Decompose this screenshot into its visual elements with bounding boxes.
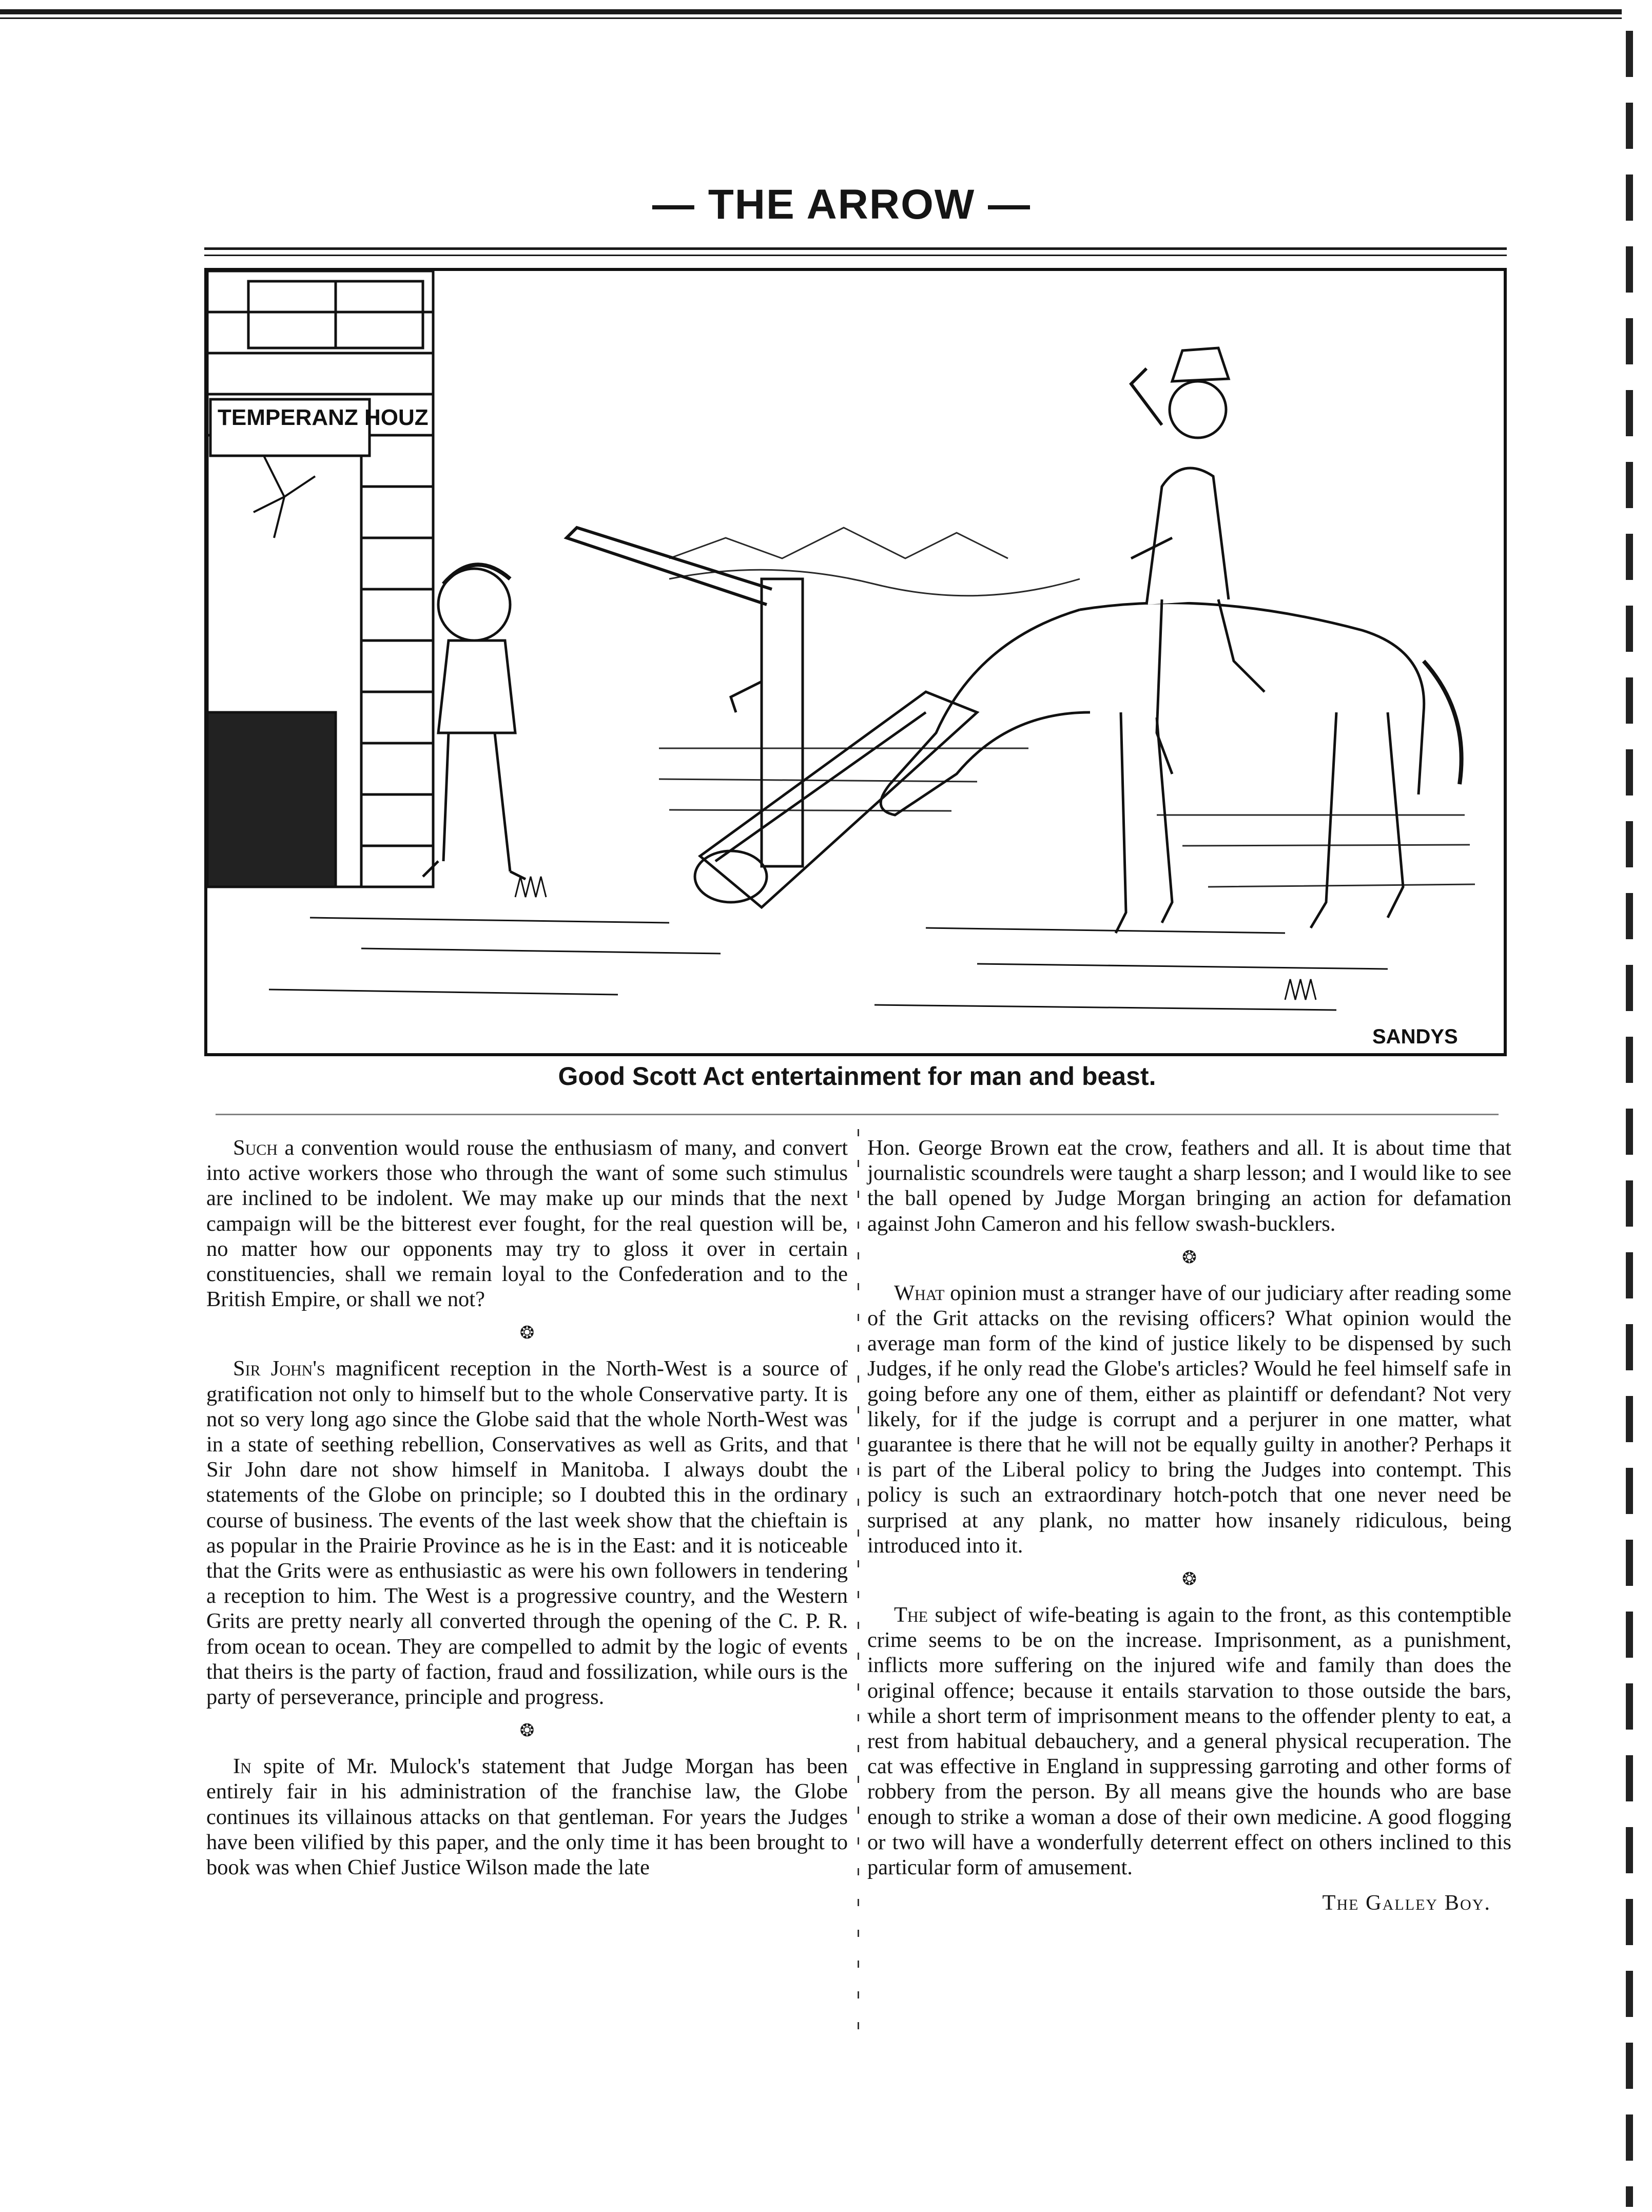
ornament-divider: ❂ — [519, 1721, 535, 1741]
paragraph: Sir John's magnificent reception in the North-West is a source of gratification not only to himself but to the whole Conservative party. It is not so very long ago since the Globe said that the whole North-West was in a state of seething rebellion, Conservatives as well as Grits, and that Sir John dare not show himself in Manitoba. I always doubt the statements of the Globe on principle; so I doubted this in the ordinary course of business. The events of the last week show that the chieftain is as popular in the Prairie Province as he is in the East: and it is noticeable that the Grits were as enthusiastic as were his own followers in tendering a reception to him. The West is a progressive country, and the Western Grits are pretty nearly all converted through the opening of the C. P. R. from ocean to ocean. They are compelled to admit by the logic of events that theirs is the party of faction, fraud and fossilization, while ours is the party of perseverance, principle and progress. — [206, 1356, 848, 1710]
ornament-divider: ❂ — [519, 1324, 535, 1343]
column-divider — [858, 1129, 859, 2053]
margin-scan-mark — [1626, 31, 1633, 2207]
masthead-title: — THE ARROW — — [652, 181, 1032, 228]
cartoon-caption: Good Scott Act entertainment for man and beast. — [558, 1062, 1156, 1091]
sign-text: TEMPERANZ HOUZ — [218, 405, 429, 430]
ornament-divider: ❂ — [1182, 1248, 1197, 1267]
paragraph: What opinion must a stranger have of our judiciary after reading some of the Grit attacks on the revising officers? What opinion would the average man form of the kind of justice likely to be dispensed by such Judges, if he only read the Globe's articles? Would he feel himself safe in going before any one of them, either as plaintiff or defendant? Not very likely, for if the judge is corrupt and a perjurer in one matter, what guarantee is there that he will not be equally guilty in another? Perhaps it is part of the Liberal policy to bring the Judges into contempt. This policy is such an extraordinary hotch-potch that one never need be surprised at any plank, no matter how insanely ridiculous, being introduced into it. — [867, 1280, 1511, 1558]
author-signature: The Galley Boy. — [1322, 1891, 1491, 1915]
temperance-sign — [210, 399, 429, 456]
article-column-left — [206, 1135, 848, 1890]
masthead-rule-bottom — [204, 255, 1507, 256]
ground-hatching — [269, 877, 1388, 1010]
crying-boy-figure — [423, 565, 526, 879]
top-edge-rule — [0, 9, 1622, 14]
top-edge-rule-thin — [0, 17, 1622, 19]
paragraph: Hon. George Brown eat the crow, feathers and all. It is about time that journalistic scoundrels were taught a sharp lesson; and I would like to see the ball opened by Judge Morgan bringing an action for defamation against John Cameron and his fellow swash-bucklers. — [867, 1136, 1511, 1236]
background-hatching — [659, 528, 1475, 887]
paragraph: Such a convention would rouse the enthusiasm of many, and convert into active workers those who through the want of some such stimulus are inclined to be indolent. We may make up our minds that the next campaign will be the bitterest ever fought, for the real question will be, no matter how our opponents may try to gloss it over in certain constituencies, shall we remain loyal to the Confederation and to the British Empire, or shall we not? — [206, 1136, 848, 1312]
water-pump — [567, 528, 803, 866]
ornament-divider: ❂ — [1182, 1570, 1197, 1589]
artist-signature: SANDYS — [1372, 1025, 1458, 1048]
tavern-building — [207, 271, 433, 887]
cartoon-illustration — [204, 268, 1507, 1056]
caption-rule — [216, 1114, 1499, 1115]
paragraph: The subject of wife-beating is again to the front, as this contemptible crime seems to be on the increase. Imprisonment, as a punishment, inflicts more suffering on the injured wife and family than does the original offence; because it entails starvation to those outside the bars, while a short term of imprisonment means to the offender plenty to eat, a rest from habitual debauchery, and a general physical recuperation. The cat was effective in England in suppressing garroting and other forms of robbery from the person. By all means give the hounds who are base enough to strike a woman a dose of their own medicine. A good flogging or two will have a wonderfully deterrent effect on others inclined to this particular form of amusement. — [867, 1603, 1511, 1880]
water-trough — [695, 692, 977, 907]
article-column-right — [867, 1135, 1511, 1915]
masthead-rule-top — [204, 247, 1507, 250]
rider-figure — [1131, 348, 1265, 774]
paragraph: In spite of Mr. Mulock's statement that Judge Morgan has been entirely fair in his administration of the franchise law, the Globe continues its villainous attacks on that gentleman. For years the Judges have been vilified by this paper, and the only time it has been brought to book was when Chief Justice Wilson made the late — [206, 1754, 848, 1880]
